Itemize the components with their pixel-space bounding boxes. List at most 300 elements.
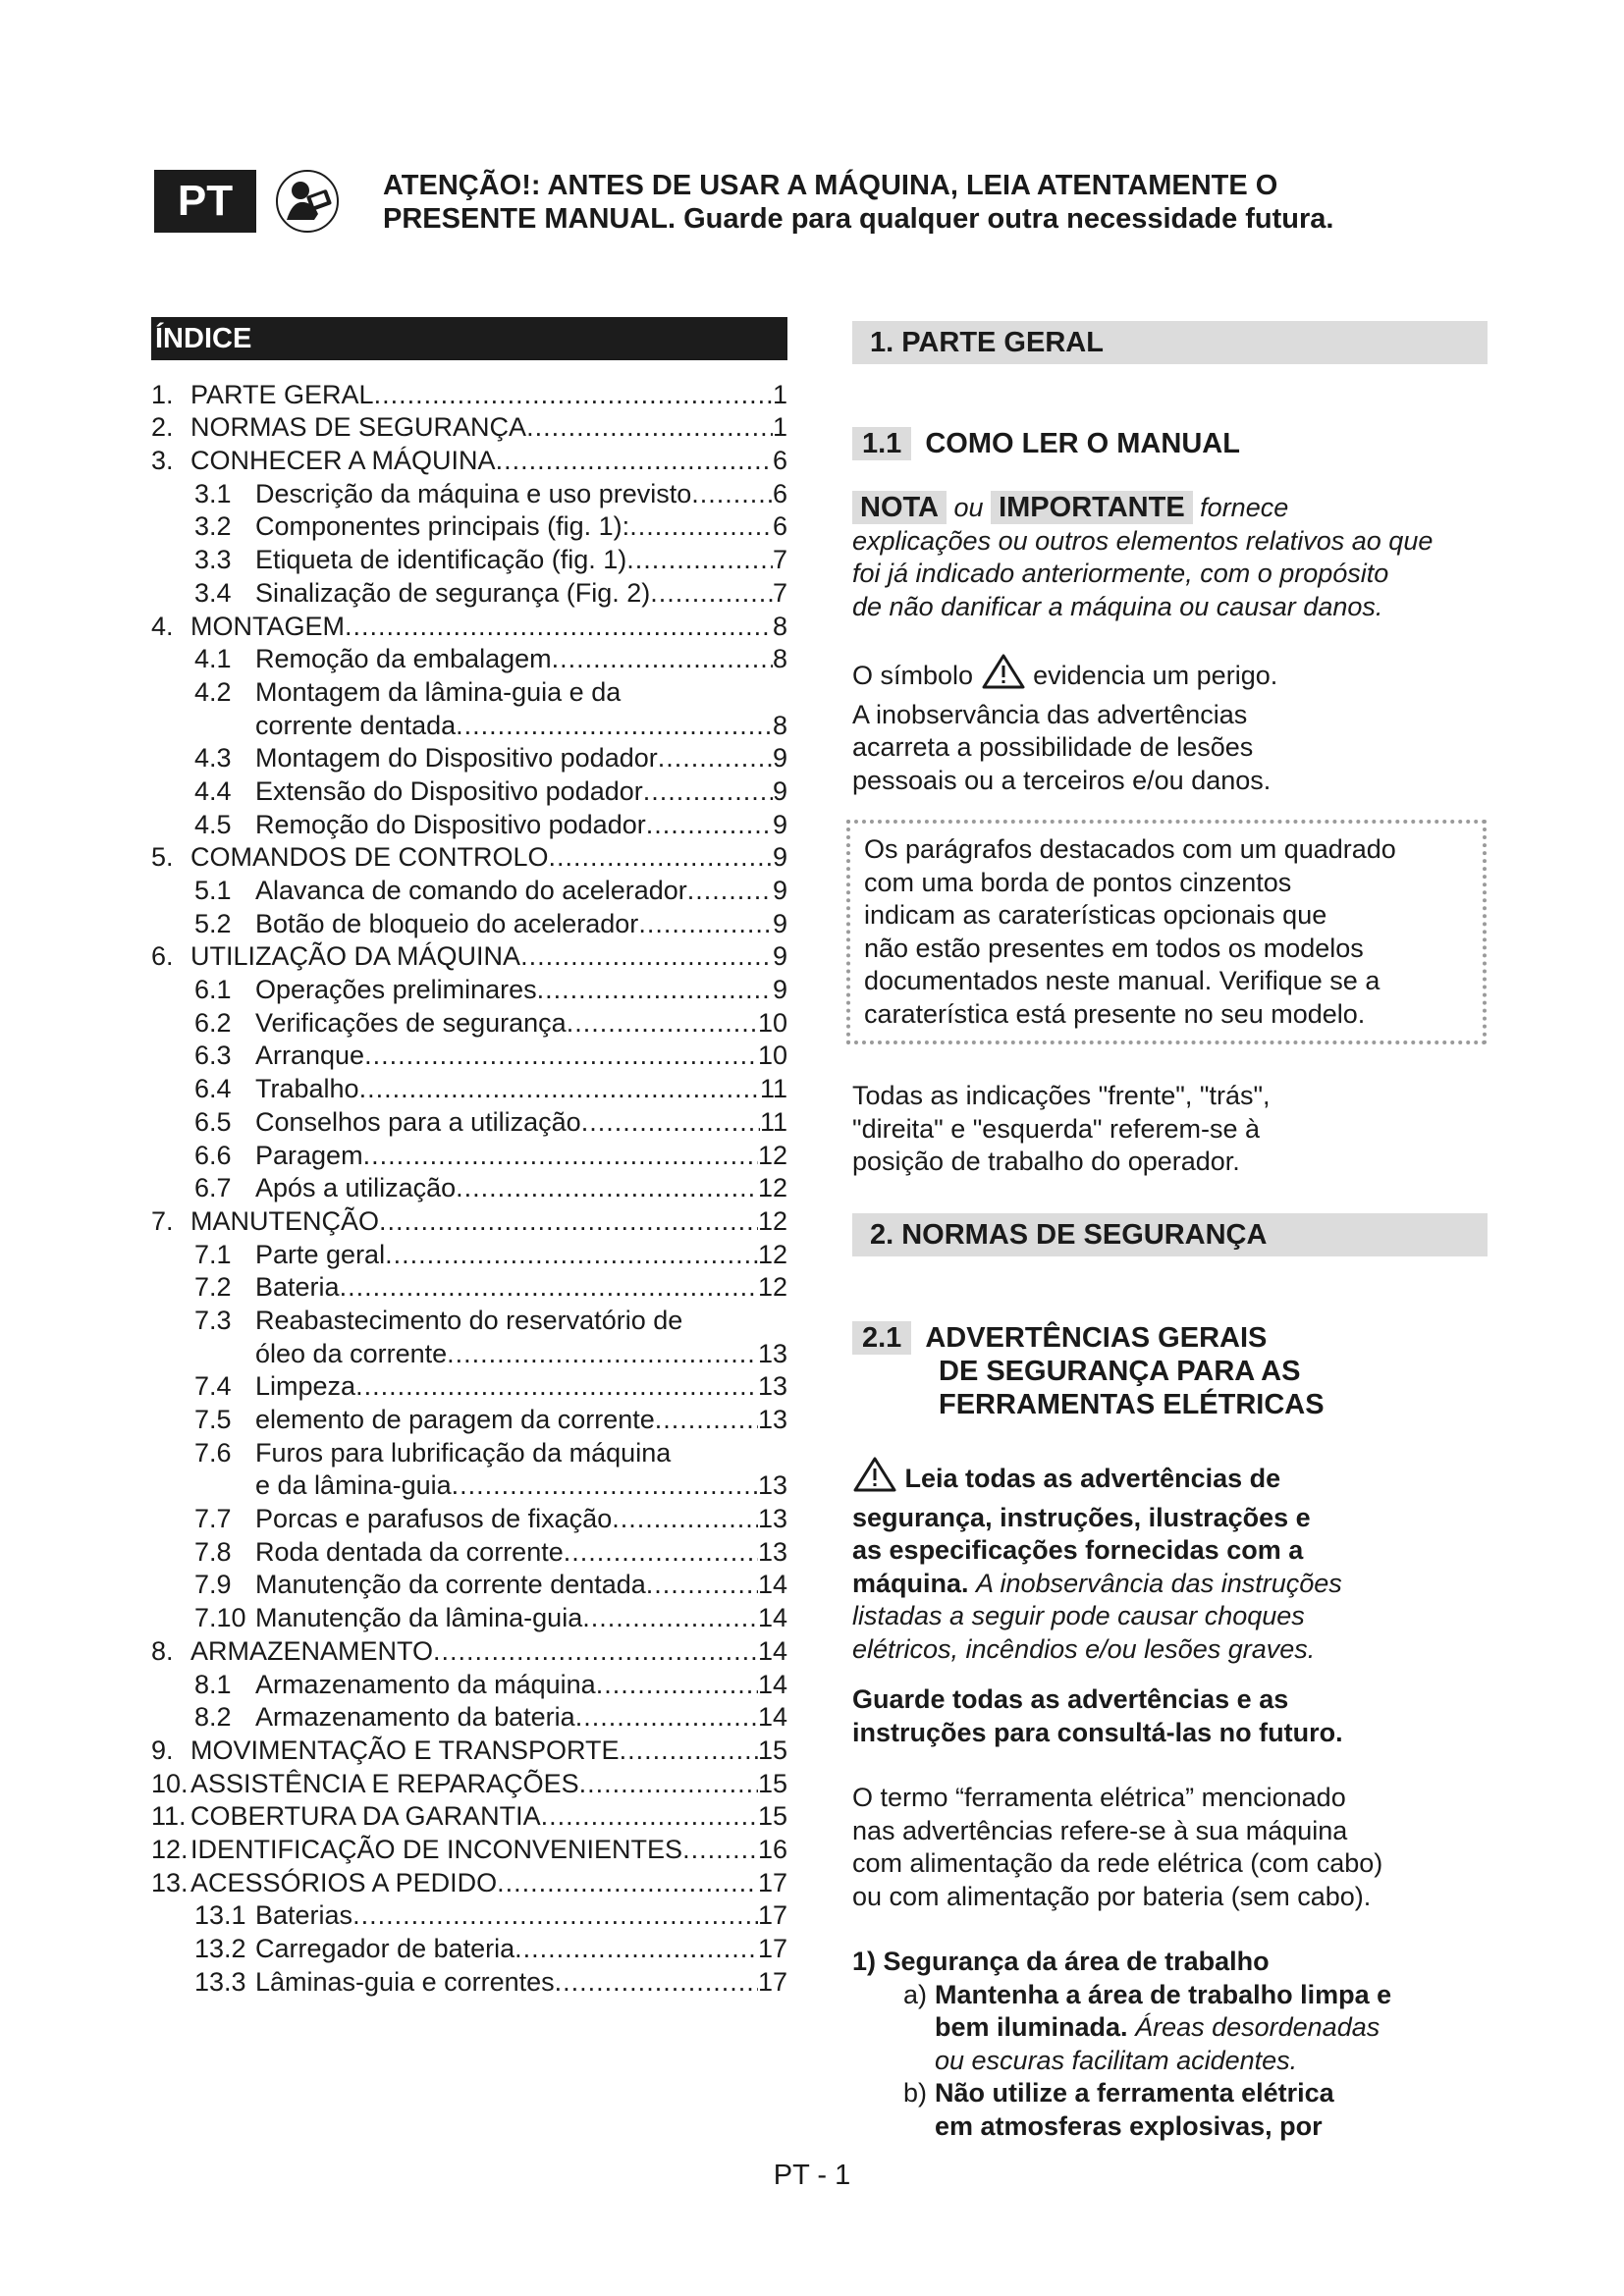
item-text: ou escuras facilitam acidentes. (935, 2045, 1298, 2075)
toc-entry-page: 17 (757, 1867, 787, 1897)
toc-entry-page: 12 (757, 1239, 787, 1269)
toc-leader-dots (564, 1536, 758, 1569)
toc-entry-title: UTILIZAÇÃO DA MÁQUINA (190, 941, 521, 972)
toc-entry (151, 411, 787, 445)
toc-entry (151, 1932, 787, 1965)
toc-entry-number: 7.9 (194, 1570, 232, 1600)
toc-entry-title: Limpeza (255, 1371, 356, 1402)
toc-entry-title: Montagem do Dispositivo podador (255, 743, 658, 774)
toc-entry-page: 17 (757, 1900, 787, 1931)
toc-entry (151, 973, 787, 1006)
box-text: Os parágrafos destacados com um quadrado (864, 834, 1396, 864)
toc-entry-continuation (151, 1337, 787, 1370)
toc-entry-title: NORMAS DE SEGURANÇA (190, 412, 527, 443)
importante-tag: IMPORTANTE (991, 491, 1193, 524)
toc-entry-number: 8.2 (194, 1702, 232, 1733)
toc-leader-dots (646, 809, 773, 841)
attention-header (383, 169, 1512, 236)
toc-leader-dots (646, 1569, 758, 1601)
toc-entry-page: 9 (772, 941, 787, 972)
toc-entry-title: Componentes principais (fig. 1): (255, 511, 630, 542)
toc-entry-title: Trabalho (255, 1074, 359, 1104)
keep-text: Guarde todas as advertências e as (852, 1684, 1289, 1714)
toc-entry-page: 8 (772, 710, 787, 740)
toc-leader-dots (385, 1239, 758, 1271)
toc-leader-dots (655, 1404, 758, 1436)
warning-text: elétricos, incêndios e/ou lesões graves. (852, 1633, 1316, 1664)
toc-entry-title: Remoção da embalagem (255, 644, 552, 674)
toc-entry (151, 1535, 787, 1569)
toc-entry-page: 14 (757, 1702, 787, 1733)
toc-leader-dots (359, 1073, 760, 1105)
toc-entry-title: Furos para lubrificação da máquina (255, 1437, 672, 1468)
directions-text: "direita" e "esquerda" referem-se à (852, 1113, 1261, 1144)
toc-entry (151, 543, 787, 576)
toc-entry-title: Sinalização de segurança (Fig. 2) (255, 577, 651, 608)
toc-entry-page: 11 (759, 1106, 787, 1137)
toc-entry (151, 1006, 787, 1040)
warning-text: A inobservância das instruções (976, 1568, 1342, 1598)
term-text: com alimentação da rede elétrica (com cabo) (852, 1848, 1383, 1878)
toc-entry-number: 7.2 (194, 1272, 232, 1303)
toc-entry-number: 9. (151, 1735, 174, 1765)
toc-entry-number: 7.6 (194, 1437, 232, 1468)
toc-entry (151, 874, 787, 907)
item-text: Áreas desordenadas (1135, 2012, 1380, 2042)
toc-entry (151, 1072, 787, 1105)
item-text: Não utilize a ferramenta elétrica (935, 2078, 1334, 2108)
toc-entry-page: 12 (757, 1140, 787, 1170)
toc-entry-page: 6 (772, 446, 787, 476)
toc-entry-page: 13 (757, 1405, 787, 1434)
toc-entry (151, 1767, 787, 1800)
toc-entry-number: 7.4 (194, 1371, 232, 1402)
toc-leader-dots (496, 445, 773, 477)
toc-entry (151, 1139, 787, 1172)
toc-entry-number: 3.3 (194, 545, 232, 575)
toc-entry-page: 13 (757, 1470, 787, 1501)
item-text: Mantenha a área de trabalho limpa e (935, 1979, 1392, 2009)
or-word: ou (953, 493, 984, 522)
toc-entry (151, 1668, 787, 1701)
toc-entry-number: 6. (151, 941, 174, 972)
toc-entry (151, 576, 787, 610)
toc-leader-dots (581, 1106, 760, 1139)
toc-entry-title: MOVIMENTAÇÃO E TRANSPORTE (190, 1735, 620, 1765)
toc-entry (151, 477, 787, 510)
toc-entry-page: 8 (772, 644, 787, 674)
table-of-contents (151, 378, 787, 1999)
toc-entry (151, 510, 787, 544)
toc-entry-number: 4.5 (194, 809, 232, 839)
page-number: PT - 1 (773, 2160, 851, 2191)
toc-entry (151, 610, 787, 643)
toc-entry-title: Etiqueta de identificação (fig. 1) (255, 545, 627, 575)
toc-leader-dots (629, 510, 773, 543)
toc-entry (151, 1965, 787, 1999)
toc-entry-page: 13 (757, 1536, 787, 1567)
toc-entry-title: e da lâmina-guia (255, 1470, 452, 1501)
toc-entry-number: 4.4 (194, 775, 232, 806)
toc-entry-number: 3.4 (194, 577, 232, 608)
toc-entry (151, 907, 787, 940)
toc-entry-title: IDENTIFICAÇÃO DE INCONVENIENTES (190, 1834, 683, 1864)
toc-entry-page: 6 (772, 478, 787, 508)
toc-entry-page: 15 (757, 1801, 787, 1832)
symbol-text: evidencia um perigo. (1033, 661, 1278, 690)
note-text: foi já indicado anteriormente, com o propósito (852, 559, 1389, 588)
toc-leader-dots (374, 379, 773, 411)
subsection-title: FERRAMENTAS ELÉTRICAS (939, 1389, 1325, 1420)
toc-entry-page: 12 (757, 1173, 787, 1203)
toc-entry-page: 15 (757, 1768, 787, 1798)
symbol-text: acarreta a possibilidade de lesões (852, 732, 1254, 762)
toc-leader-dots (638, 908, 773, 940)
toc-leader-dots (355, 1370, 758, 1403)
toc-entry-number: 7.7 (194, 1504, 232, 1534)
toc-entry (151, 1734, 787, 1767)
toc-entry-title: ASSISTÊNCIA E REPARAÇÕES (190, 1768, 579, 1798)
toc-entry-title: Conselhos para a utilização (255, 1106, 581, 1137)
toc-entry-number: 8. (151, 1635, 174, 1666)
toc-entry-title: Verificações de segurança (255, 1007, 567, 1038)
toc-entry-number: 6.6 (194, 1140, 232, 1170)
note-text: explicações ou outros elementos relativos ao que (852, 525, 1434, 556)
toc-entry-number: 6.1 (194, 975, 232, 1005)
toc-entry-number: 5. (151, 842, 174, 873)
box-text: caraterística está presente no seu modelo. (864, 998, 1366, 1029)
read-manual-icon (275, 169, 340, 234)
toc-entry-number: 3.1 (194, 478, 232, 508)
toc-entry-title: Parte geral (255, 1239, 386, 1269)
toc-entry-number: 13.1 (194, 1900, 246, 1931)
toc-entry-title: corrente dentada (255, 710, 457, 740)
note-paragraph (852, 491, 1500, 623)
toc-leader-dots (340, 1271, 758, 1304)
toc-leader-dots (596, 1669, 758, 1701)
toc-entry (151, 1833, 787, 1866)
toc-leader-dots (567, 1007, 758, 1040)
toc-entry-number: 6.7 (194, 1173, 232, 1203)
toc-entry (151, 1899, 787, 1933)
toc-entry-number: 11. (151, 1801, 187, 1832)
toc-entry-page: 9 (772, 775, 787, 806)
toc-entry-title: elemento de paragem da corrente (255, 1405, 655, 1434)
section-2-heading: 2. NORMAS DE SEGURANÇA (852, 1213, 1488, 1256)
toc-entry-page: 11 (759, 1074, 787, 1104)
toc-leader-dots (537, 974, 773, 1006)
toc-leader-dots (345, 611, 773, 643)
toc-entry-page: 7 (772, 545, 787, 575)
toc-entry-page: 7 (772, 577, 787, 608)
toc-entry-number: 13. (151, 1867, 189, 1897)
symbol-text: pessoais ou a terceiros e/ou danos. (852, 765, 1272, 795)
toc-entry-title: Montagem da lâmina-guia e da (255, 676, 622, 707)
toc-leader-dots (514, 1933, 758, 1965)
warning-text: Leia todas as advertências de (904, 1464, 1281, 1493)
toc-leader-dots (379, 1205, 758, 1238)
toc-entry-page: 8 (772, 611, 787, 641)
toc-entry (151, 378, 787, 411)
read-warnings-paragraph (852, 1456, 1500, 1666)
toc-leader-dots (520, 940, 773, 973)
toc-entry-continuation (151, 1469, 787, 1503)
toc-leader-dots (612, 1503, 758, 1535)
toc-leader-dots (575, 1701, 758, 1734)
toc-leader-dots (643, 775, 773, 808)
toc-entry-number: 4.2 (194, 676, 232, 707)
toc-entry-title: Remoção do Dispositivo podador (255, 809, 646, 839)
toc-leader-dots (691, 478, 773, 510)
toc-entry-page: 12 (757, 1205, 787, 1236)
keep-text: instruções para consultá-las no futuro. (852, 1717, 1343, 1747)
toc-entry-title: Roda dentada da corrente (255, 1536, 564, 1567)
toc-entry-page: 17 (757, 1966, 787, 1997)
toc-leader-dots (456, 710, 773, 742)
toc-entry-title: Arranque (255, 1041, 365, 1071)
toc-entry-page: 16 (757, 1834, 787, 1864)
toc-entry (151, 742, 787, 775)
term-text: ou com alimentação por bateria (sem cabo). (852, 1881, 1372, 1911)
toc-entry (151, 1601, 787, 1634)
toc-entry (151, 1271, 787, 1305)
directions-text: Todas as indicações "frente", "trás", (852, 1081, 1271, 1110)
note-text: de não danificar a máquina ou causar danos. (852, 591, 1383, 621)
toc-entry-title: Reabastecimento do reservatório de (255, 1305, 683, 1335)
toc-entry-number: 8.1 (194, 1669, 232, 1699)
toc-entry-title: PARTE GERAL (190, 379, 374, 409)
toc-entry-title: Alavanca de comando do acelerador (255, 876, 687, 905)
toc-entry-title: Porcas e parafusos de fixação (255, 1504, 613, 1534)
toc-entry (151, 444, 787, 477)
toc-entry-title: Após a utilização (255, 1173, 457, 1203)
subsection-1-1-heading (852, 427, 1240, 460)
toc-entry (151, 1172, 787, 1205)
toc-entry-title: óleo da corrente (255, 1338, 448, 1368)
toc-entry (151, 1569, 787, 1602)
item-label: a) (902, 1979, 927, 2009)
toc-entry-number: 12. (151, 1834, 189, 1864)
toc-entry-page: 10 (757, 1041, 787, 1071)
toc-entry-number: 6.4 (194, 1074, 232, 1104)
toc-entry-title: Armazenamento da bateria (255, 1702, 575, 1733)
warning-triangle-icon (852, 1456, 897, 1502)
toc-entry (151, 808, 787, 841)
toc-entry-number: 6.2 (194, 1007, 232, 1038)
box-text: com uma borda de pontos cinzentos (864, 867, 1292, 897)
toc-entry-page: 9 (772, 743, 787, 774)
subsection-number: 1.1 (852, 427, 911, 460)
toc-entry (151, 1701, 787, 1735)
toc-leader-dots (687, 875, 773, 907)
subsection-title: COMO LER O MANUAL (925, 428, 1240, 459)
toc-entry-title: MANUTENÇÃO (190, 1205, 380, 1236)
warning-text: segurança, instruções, ilustrações e (852, 1502, 1311, 1532)
work-area-safety (852, 1946, 1500, 2143)
toc-entry-title: CONHECER A MÁQUINA (190, 446, 496, 476)
warning-text: as especificações fornecidas com a (852, 1535, 1304, 1565)
toc-leader-dots (497, 1867, 758, 1899)
toc-leader-dots (363, 1140, 758, 1172)
work-area-title: 1) Segurança da área de trabalho (852, 1947, 1270, 1976)
toc-entry-number: 6.5 (194, 1106, 232, 1137)
toc-entry-number: 7.8 (194, 1536, 232, 1567)
toc-entry (151, 1800, 787, 1834)
toc-entry-title: Manutenção da lâmina-guia (255, 1603, 583, 1633)
nota-tag: NOTA (852, 491, 947, 524)
toc-leader-dots (456, 1172, 758, 1204)
note-text: fornece (1200, 493, 1289, 522)
toc-entry-number: 3.2 (194, 511, 232, 542)
toc-entry-title: Extensão do Dispositivo podador (255, 775, 643, 806)
toc-entry (151, 1238, 787, 1271)
toc-entry-number: 7.10 (194, 1603, 246, 1633)
toc-entry-title: Descrição da máquina e uso previsto (255, 478, 692, 508)
toc-entry-page: 14 (757, 1635, 787, 1666)
toc-entry-number: 5.1 (194, 876, 232, 905)
toc-entry-number: 4.3 (194, 743, 232, 774)
toc-entry-number: 4. (151, 611, 174, 641)
item-text: bem iluminada. (935, 2012, 1128, 2042)
term-text: nas advertências refere-se à sua máquina (852, 1815, 1348, 1845)
toc-entry-page: 14 (757, 1570, 787, 1600)
toc-entry-number: 7.5 (194, 1405, 232, 1434)
toc-entry-page: 9 (772, 975, 787, 1005)
toc-entry-page: 15 (757, 1735, 787, 1765)
toc-entry (151, 1502, 787, 1535)
toc-entry-number: 1. (151, 379, 174, 409)
toc-entry (151, 1370, 787, 1404)
section-1-heading: 1. PARTE GERAL (852, 321, 1488, 364)
toc-entry-page: 9 (772, 876, 787, 905)
symbol-paragraph (852, 653, 1500, 797)
subsection-number: 2.1 (852, 1321, 911, 1355)
toc-entry-page: 12 (757, 1272, 787, 1303)
toc-entry-page: 1 (772, 379, 787, 409)
toc-entry-title: MONTAGEM (190, 611, 345, 641)
toc-entry-title: Lâminas-guia e correntes (255, 1966, 555, 1997)
toc-entry-title: ARMAZENAMENTO (190, 1635, 434, 1666)
toc-entry-page: 6 (772, 511, 787, 542)
box-text: documentados neste manual. Verifique se a (864, 966, 1380, 995)
toc-entry-number: 6.3 (194, 1041, 232, 1071)
warning-text: máquina. (852, 1568, 969, 1598)
toc-entry-number: 3. (151, 446, 174, 476)
toc-leader-dots (526, 411, 773, 444)
toc-entry-page: 10 (757, 1007, 787, 1038)
toc-entry-page: 9 (772, 809, 787, 839)
attention-line-2: PRESENTE MANUAL. Guarde para qualquer outra necessidade futura. (383, 203, 1334, 235)
item-label: b) (902, 2078, 927, 2108)
toc-entry (151, 1403, 787, 1436)
toc-leader-dots (541, 1800, 758, 1833)
toc-leader-dots (582, 1602, 758, 1634)
toc-leader-dots (658, 742, 773, 774)
toc-entry-title: Manutenção da corrente dentada (255, 1570, 646, 1600)
toc-leader-dots (364, 1040, 758, 1072)
warning-triangle-icon (981, 653, 1026, 699)
index-title: ÍNDICE (151, 317, 787, 360)
toc-entry (151, 643, 787, 676)
toc-entry (151, 1866, 787, 1899)
box-text: indicam as caraterísticas opcionais que (864, 900, 1327, 930)
toc-leader-dots (555, 1966, 758, 1999)
toc-leader-dots (682, 1834, 758, 1866)
toc-entry-title: Botão de bloqueio do acelerador (255, 908, 639, 938)
toc-entry-title: Armazenamento da máquina (255, 1669, 596, 1699)
toc-entry-title: Paragem (255, 1140, 363, 1170)
toc-entry (151, 1436, 787, 1469)
toc-entry-title: Bateria (255, 1272, 340, 1303)
toc-entry-page: 13 (757, 1371, 787, 1402)
toc-entry (151, 1634, 787, 1668)
toc-entry-number: 7.1 (194, 1239, 232, 1269)
directions-paragraph (852, 1080, 1500, 1179)
toc-entry-number: 7. (151, 1205, 174, 1236)
toc-entry-number: 7.3 (194, 1305, 232, 1335)
subsection-title: DE SEGURANÇA PARA AS (939, 1356, 1301, 1387)
toc-entry-number: 10. (151, 1768, 189, 1798)
toc-entry-number: 13.2 (194, 1934, 246, 1963)
term-text: O termo “ferramenta elétrica” mencionado (852, 1783, 1346, 1812)
toc-entry-number: 4.1 (194, 644, 232, 674)
toc-entry-page: 1 (772, 412, 787, 443)
optional-features-box (846, 820, 1487, 1044)
toc-entry-title: ACESSÓRIOS A PEDIDO (190, 1867, 498, 1897)
toc-entry (151, 1304, 787, 1337)
toc-leader-dots (552, 643, 773, 675)
toc-leader-dots (433, 1635, 758, 1668)
subsection-title: ADVERTÊNCIAS GERAIS (925, 1322, 1268, 1354)
toc-entry (151, 675, 787, 709)
toc-entry (151, 1204, 787, 1238)
directions-text: posição de trabalho do operador. (852, 1147, 1240, 1176)
subsection-2-1-heading (852, 1321, 1325, 1421)
item-text: em atmosferas explosivas, por (935, 2110, 1323, 2141)
toc-leader-dots (549, 841, 773, 874)
toc-leader-dots (650, 577, 773, 610)
keep-instructions-paragraph (852, 1683, 1500, 1749)
symbol-text: A inobservância das advertências (852, 699, 1248, 729)
toc-entry-page: 13 (757, 1504, 787, 1534)
toc-entry-number: 2. (151, 412, 174, 443)
attention-line-1: ATENÇÃO!: ANTES DE USAR A MÁQUINA, LEIA ATENTAMENTE O (383, 170, 1278, 201)
language-badge: PT (154, 170, 256, 233)
toc-entry-title: COMANDOS DE CONTROLO (190, 842, 549, 873)
toc-entry-page: 14 (757, 1669, 787, 1699)
toc-entry-page: 17 (757, 1934, 787, 1963)
symbol-text: O símbolo (852, 661, 974, 690)
toc-entry-title: Carregador de bateria (255, 1934, 515, 1963)
toc-leader-dots (447, 1338, 758, 1370)
toc-leader-dots (352, 1899, 758, 1932)
toc-entry (151, 940, 787, 974)
toc-leader-dots (626, 544, 773, 576)
toc-entry (151, 1105, 787, 1139)
toc-entry-title: COBERTURA DA GARANTIA (190, 1801, 541, 1832)
box-text: não estão presentes em todos os modelos (864, 933, 1364, 963)
toc-entry-page: 14 (757, 1603, 787, 1633)
toc-entry-number: 5.2 (194, 908, 232, 938)
toc-leader-dots (452, 1469, 758, 1502)
toc-entry-page: 9 (772, 842, 787, 873)
toc-leader-dots (620, 1735, 758, 1767)
toc-entry-title: Baterias (255, 1900, 353, 1931)
toc-entry (151, 1040, 787, 1073)
toc-entry (151, 774, 787, 808)
toc-entry-number: 13.3 (194, 1966, 246, 1997)
warning-text: listadas a seguir pode causar choques (852, 1601, 1305, 1630)
